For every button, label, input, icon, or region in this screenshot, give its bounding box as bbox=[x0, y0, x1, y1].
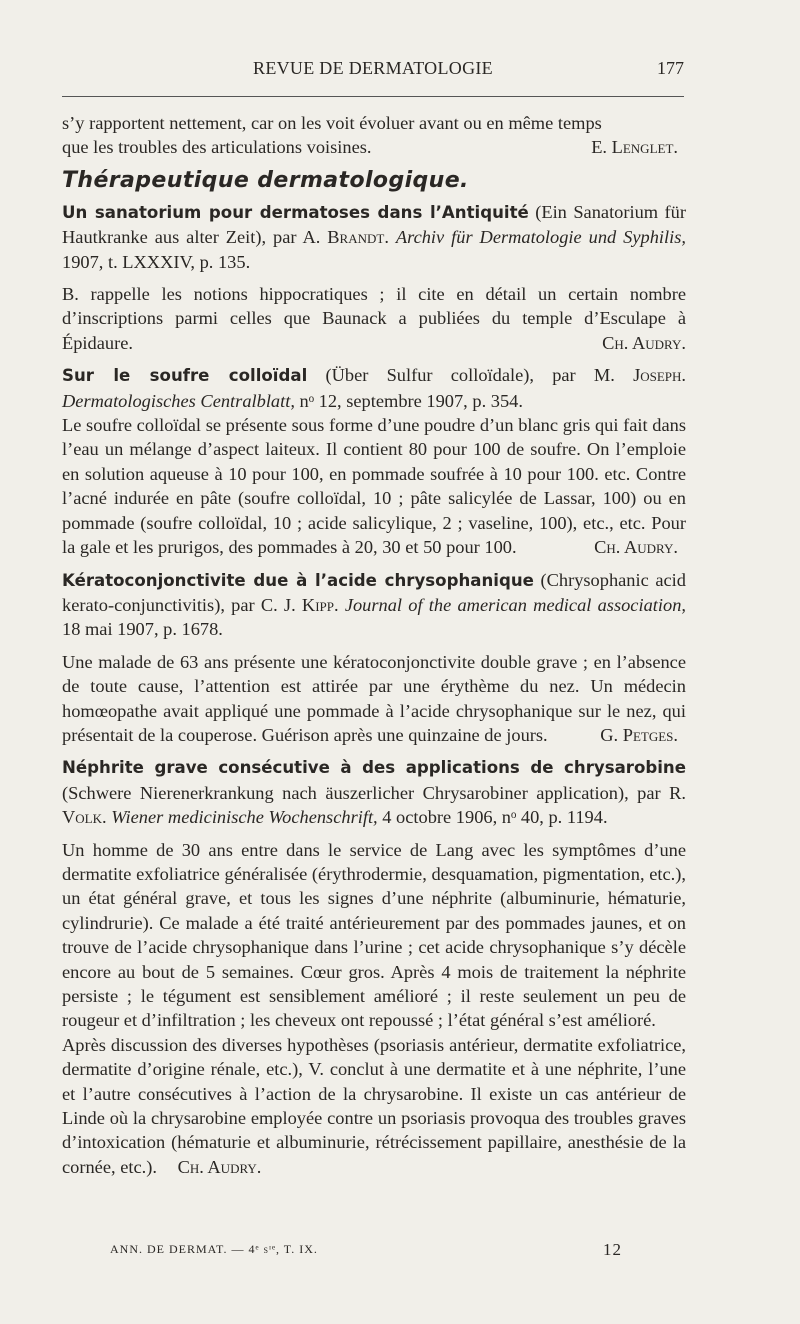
article-4-body-2 bbox=[62, 1033, 686, 1179]
article-4-heading bbox=[62, 755, 686, 829]
article-1-text: B. rappelle les notions hippocratiques ; il cite en détail un certain nombre d’inscriptions parmi celles que Baunack a publiées du temple d’Esculape à Épidaure. bbox=[62, 284, 686, 353]
article-2-journal: Dermatologisches Centralblatt, bbox=[62, 390, 295, 411]
article-2-text: Le soufre colloïdal se présente sous forme d’une poudre d’un blanc gris qui fait dans l’eau un mélange d’aspect laiteux. Il contient 80 pour 100 de soufre. On l’emploie en solution aqueuse à 10 pour 100, en pommade soufrée à 10 pour 100. etc. Contre l’acné indurée en pâte (soufre colloïdal, 10 ; pâte salicylée de Lassar, 100) ou en pommade (soufre colloïdal, 10 ; acide salicylique, 2 ; vaseline, 100), etc., etc. Pour la gale et les prurigos, des pommades à 20, 30 et 50 pour 100. bbox=[62, 415, 686, 558]
article-1-title: Un sanatorium pour dermatoses dans l’Antiquité bbox=[62, 202, 529, 222]
intro-last-line bbox=[62, 135, 686, 159]
article-2-body bbox=[62, 413, 686, 559]
article-2-signature: Ch. Audry. bbox=[594, 537, 678, 558]
article-3-journal: Journal of the american medical association, bbox=[344, 594, 686, 615]
article-3-title: Kératoconjonctivite due à l’acide chrysophanique bbox=[62, 570, 534, 590]
article-2-title: Sur le soufre colloïdal bbox=[62, 366, 308, 386]
intro-line-1: s’y rapportent nettement, car on les voit évoluer avant ou en même temps bbox=[62, 113, 602, 133]
footer-sheet-number: 12 bbox=[603, 1240, 622, 1259]
article-2-citation: nᵒ 12, septembre 1907, p. 354. bbox=[299, 390, 523, 411]
article-1-author: Brandt. bbox=[327, 227, 389, 248]
section-title: Thérapeutique dermatologique. bbox=[62, 167, 469, 193]
article-4-title: Néphrite grave consécutive à des applications de chrysarobine bbox=[62, 758, 686, 778]
running-title: REVUE DE DERMATOLOGIE bbox=[253, 58, 493, 78]
article-4-citation: 4 octobre 1906, nᵒ 40, p. 1194. bbox=[382, 807, 608, 828]
page-body bbox=[62, 111, 686, 1179]
header-rule bbox=[62, 96, 684, 97]
article-2-heading bbox=[62, 363, 686, 413]
page-number: 177 bbox=[657, 58, 684, 78]
article-3-subtitle: (Chrysophanic acid kerato-conjunctivitis), par C. J. bbox=[62, 569, 686, 615]
page-footer bbox=[110, 1240, 622, 1260]
article-4-author: Volk. bbox=[62, 807, 107, 828]
article-4-signature: Ch. Audry. bbox=[177, 1156, 262, 1177]
article-3-citation: 18 mai 1907, p. 1678. bbox=[62, 619, 223, 640]
article-1-subtitle: (Ein Sanatorium für Hautkranke aus alter Zeit), par A. bbox=[62, 201, 686, 248]
article-3-signature: G. Petges. bbox=[600, 724, 678, 745]
article-2-author: Joseph. bbox=[633, 365, 686, 386]
article-3-body bbox=[62, 650, 686, 748]
article-1-journal: Archiv für Dermatologie und Syphilis, bbox=[395, 227, 686, 248]
article-4-subtitle: (Schwere Nierenerkrankung nach äuszerlicher Chrysarobiner application), par R. bbox=[62, 782, 686, 803]
article-2-subtitle: (Über Sulfur colloïdale), par M. bbox=[325, 365, 615, 386]
intro-line-2: que les troubles des articulations voisines. bbox=[62, 137, 372, 158]
article-1-heading bbox=[62, 200, 686, 274]
article-4-text-2: Après discussion des diverses hypothèses (psoriasis antérieur, dermatite exfoliatrice, dermatite d’origine rénale, etc.), V. conclut à une dermatite et à une néphrite, l’une et l’autre consécutives à l’action de la chrysarobine. Il existe un cas antérieur de Linde où la chrysarobine employée contre un psoriasis provoqua des troubles graves d’intoxication (hématurie et albuminurie, rétrécissement papillaire, anesthésie de la cornée, etc.). bbox=[62, 1034, 686, 1177]
article-1-body bbox=[62, 282, 686, 355]
article-4-journal: Wiener medicinische Wochenschrift, bbox=[111, 807, 378, 828]
article-1-signature: Ch. Audry. bbox=[602, 332, 686, 353]
article-3-author: Kipp. bbox=[301, 594, 339, 615]
article-1-citation: 1907, t. LXXXIV, p. 135. bbox=[62, 251, 251, 272]
article-3-heading bbox=[62, 568, 686, 642]
page-header bbox=[62, 58, 684, 84]
article-3-text: Une malade de 63 ans présente une kératoconjonctivite double grave ; en l’absence de toute cause, l’attention est attirée par une érythème du nez. Un médecin homœopathe avait appliqué une pommade à l’acide chrysophanique sur le nez, qui présentait de la couperose. Guérison après une quinzaine de jours. bbox=[62, 651, 686, 745]
article-4-body-1: Un homme de 30 ans entre dans le service de Lang avec les symptômes d’une dermatite exfoliatrice généralisée (érythrodermie, desquamation, pigmentation, etc.), un état général grave, et tous les signes d’une néphrite (albuminurie, hématurie, cylindrurie). Ce malade a été traité antérieurement par des pommades jaunes, et on trouve de l’acide chrysophanique dans l’urine ; cet acide chrysophanique s’y décèle encore au bout de 5 semaines. Cœur gros. Après 4 mois de traitement la néphrite persiste ; le tégument est sensiblement amélioré ; il reste seulement un peu de rougeur et d’infiltration ; les cheveux ont repoussé ; l’état général s’est amélioré. bbox=[62, 839, 686, 1031]
intro-signature: E. Lenglet. bbox=[591, 137, 678, 158]
footer-signature-mark: ANN. DE DERMAT. — 4ᵉ sᶦᵉ, T. IX. bbox=[110, 1242, 318, 1256]
